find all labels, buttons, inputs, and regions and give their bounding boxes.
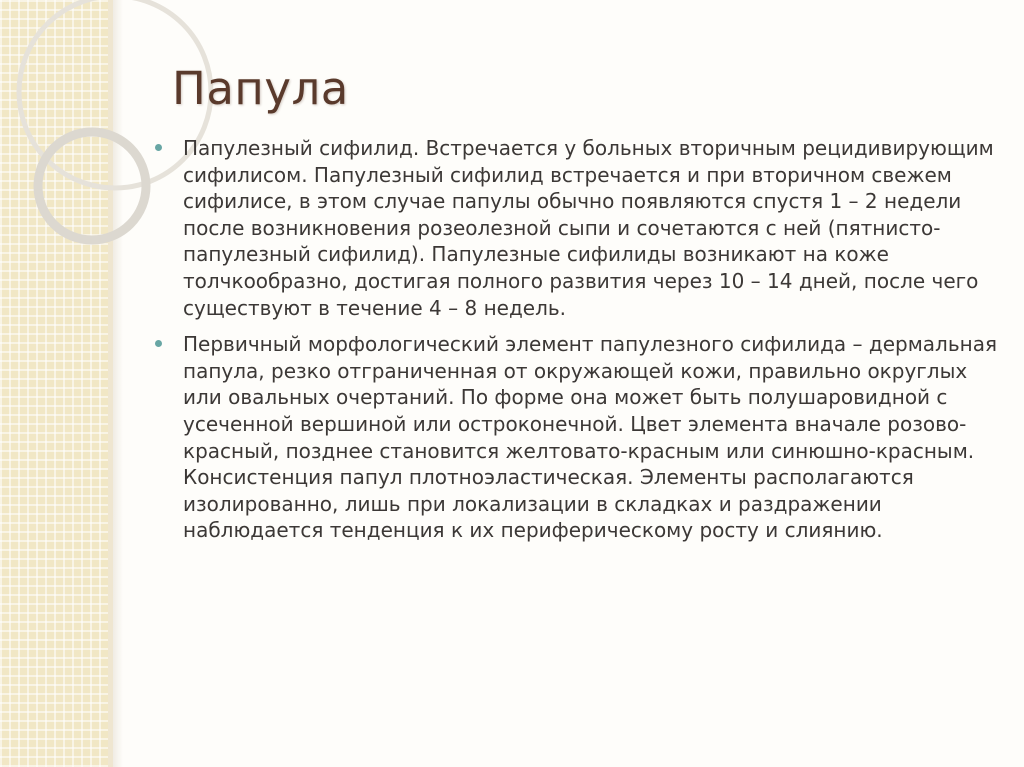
bullet-marker [155,144,162,151]
bullet-text: Первичный морфологический элемент папулезного сифилида – дермальная папула, резко отграниченная от окружающей кожи, правильно округлых или овальных очертаний. По форме она может быть полушаровидной с усеченной вершиной или остроконечной. Цвет элемента вначале розово-красный, позднее становится желтовато-красным или синюшно-красным. Консистенция папул плотноэластическая. Элементы располагаются изолированно, лишь при локализации в складках и раздражении наблюдается тенденция к их периферическому росту и слиянию. [183,332,997,543]
bullet-list [155,135,1000,554]
decorative-circles [0,0,160,300]
bullet-text: Папулезный сифилид. Встречается у больных вторичным рецидивирующим сифилисом. Папулезный сифилид встречается и при вторичном свежем сифилисе, в этом случае папулы обычно появляются спустя 1 – 2 недели после возникновения розеолезной сыпи и сочетаются с ней (пятнисто-папулезный сифилид). Папулезные сифилиды возникают на коже толчкообразно, достигая полного развития через 10 – 14 дней, после чего существуют в течение 4 – 8 недель. [183,136,994,320]
slide-title: Папула [172,62,349,115]
bullet-marker [155,340,162,347]
bullet-item [155,135,1000,321]
bullet-item [155,331,1000,544]
